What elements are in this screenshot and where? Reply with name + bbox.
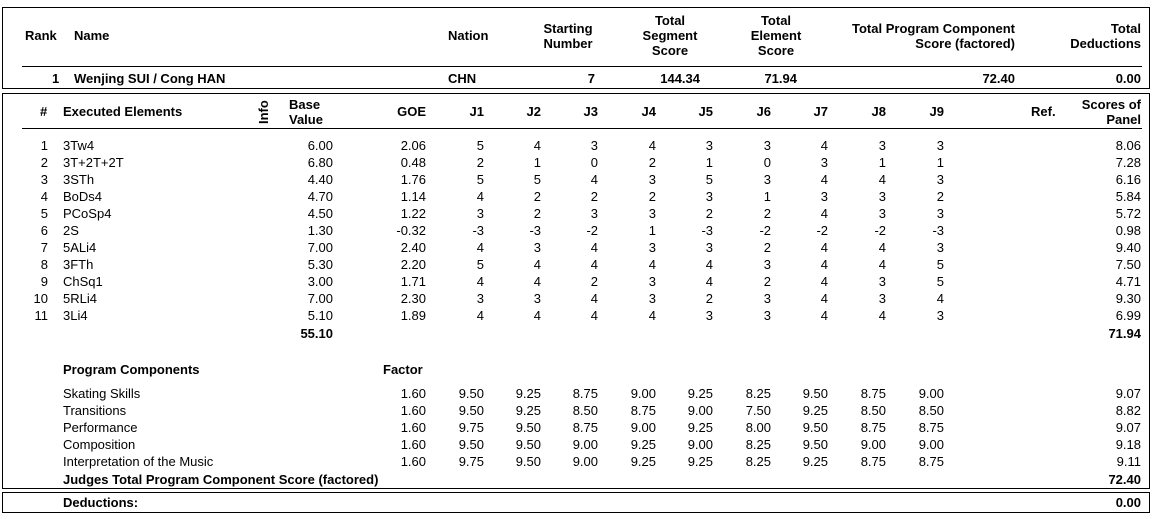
component-judge-score: 8.75: [860, 386, 886, 401]
component-factor: 1.60: [400, 403, 426, 418]
element-num: 4: [40, 189, 48, 204]
details-header-divider: [22, 128, 1142, 129]
component-judge-score: 8.50: [918, 403, 944, 418]
element-base-value: 3.00: [307, 274, 333, 289]
element-judge-score: 3: [763, 172, 771, 187]
element-judge-score: 1: [878, 155, 886, 170]
element-goe: 2.20: [400, 257, 426, 272]
element-panel-score: 7.28: [1115, 155, 1141, 170]
skater-pcs: 72.40: [982, 71, 1015, 86]
element-goe: -0.32: [396, 223, 426, 238]
element-base-value: 5.10: [307, 308, 333, 323]
judge-header: J7: [813, 104, 828, 119]
element-judge-score: 1: [936, 155, 944, 170]
component-judge-score: 9.50: [515, 420, 541, 435]
component-judge-score: 9.25: [687, 386, 713, 401]
judge-header: J4: [641, 104, 656, 119]
component-judge-score: 9.75: [458, 454, 484, 469]
element-panel-score: 6.99: [1115, 308, 1141, 323]
skater-tes: 71.94: [764, 71, 797, 86]
element-judge-score: 4: [820, 274, 828, 289]
element-judge-score: 3: [878, 138, 886, 153]
element-num: 5: [40, 206, 48, 221]
component-judge-score: 9.25: [802, 454, 828, 469]
element-judge-score: 3: [648, 206, 656, 221]
element-base-value: 6.00: [307, 138, 333, 153]
element-judge-score: 4: [878, 172, 886, 187]
component-name: Transitions: [63, 403, 127, 418]
element-base-value: 4.50: [307, 206, 333, 221]
element-base-value: 4.40: [307, 172, 333, 187]
element-judge-score: 2: [705, 291, 713, 306]
element-panel-score: 5.72: [1115, 206, 1141, 221]
element-judge-score: -2: [586, 223, 598, 238]
element-num: 10: [33, 291, 48, 306]
component-factor: 1.60: [400, 420, 426, 435]
element-base-value: 1.30: [307, 223, 333, 238]
element-judge-score: 5: [705, 172, 713, 187]
element-judge-score: 4: [648, 138, 656, 153]
element-judge-score: 4: [648, 308, 656, 323]
element-name: 3Tw4: [63, 138, 95, 153]
element-judge-score: 3: [476, 206, 484, 221]
element-judge-score: 4: [590, 257, 598, 272]
deductions-label: Deductions:: [63, 495, 139, 510]
element-name: 3FTh: [63, 257, 94, 272]
element-name: 3Li4: [63, 308, 88, 323]
element-judge-score: 3: [936, 172, 944, 187]
element-num: 11: [34, 308, 48, 323]
element-judge-score: 1: [648, 223, 656, 238]
element-goe: 2.06: [400, 138, 426, 153]
total-pcs-header: Total Program Component Score (factored): [852, 21, 1015, 51]
element-panel-score: 5.84: [1115, 189, 1141, 204]
element-panel-score: 9.40: [1115, 240, 1141, 255]
element-panel-score: 6.16: [1115, 172, 1141, 187]
element-name: 2S: [63, 223, 79, 238]
element-judge-score: 3: [648, 291, 656, 306]
component-factor: 1.60: [400, 386, 426, 401]
judges-total-pcs-value: 72.40: [1108, 472, 1141, 487]
element-judge-score: 4: [533, 308, 541, 323]
element-num: 8: [40, 257, 48, 272]
element-judge-score: -3: [932, 223, 944, 238]
component-judge-score: 9.50: [802, 420, 828, 435]
element-judge-score: 4: [648, 257, 656, 272]
component-judge-score: 8.25: [745, 437, 771, 452]
element-name: 5RLi4: [63, 291, 97, 306]
element-judge-score: 4: [476, 240, 484, 255]
component-panel-score: 9.07: [1115, 386, 1141, 401]
base-value-total: 55.10: [300, 326, 333, 341]
element-judge-score: 4: [476, 274, 484, 289]
component-judge-score: 9.25: [802, 403, 828, 418]
element-judge-score: 2: [533, 206, 541, 221]
element-judge-score: 5: [533, 172, 541, 187]
component-judge-score: 9.00: [687, 437, 713, 452]
component-judge-score: 8.50: [860, 403, 886, 418]
skater-nation: CHN: [448, 71, 477, 86]
element-panel-score: 4.71: [1115, 274, 1141, 289]
element-judge-score: 3: [648, 240, 656, 255]
element-judge-score: 5: [476, 172, 484, 187]
component-judge-score: 9.00: [918, 437, 944, 452]
element-judge-score: 3: [936, 138, 944, 153]
component-judge-score: 9.75: [458, 420, 484, 435]
element-judge-score: 2: [590, 274, 598, 289]
element-judge-score: 3: [878, 274, 886, 289]
component-factor: 1.60: [400, 437, 426, 452]
rank-header: Rank: [25, 28, 57, 43]
element-goe: 2.40: [400, 240, 426, 255]
summary-divider: [22, 66, 1142, 67]
deductions-box: [2, 492, 1150, 513]
element-judge-score: 4: [820, 138, 828, 153]
element-num: 6: [40, 223, 48, 238]
element-judge-score: 3: [878, 291, 886, 306]
component-judge-score: 9.00: [572, 437, 598, 452]
judge-header: J8: [871, 104, 886, 119]
element-judge-score: 4: [533, 257, 541, 272]
element-judge-score: 4: [590, 291, 598, 306]
element-judge-score: 3: [705, 308, 713, 323]
element-judge-score: 1: [533, 155, 541, 170]
program-components-header: Program Components: [63, 362, 200, 377]
element-judge-score: 4: [820, 240, 828, 255]
component-judge-score: 7.50: [745, 403, 771, 418]
component-judge-score: 9.50: [802, 386, 828, 401]
judge-header: J6: [756, 104, 771, 119]
judge-header: J5: [698, 104, 713, 119]
element-judge-score: 3: [936, 206, 944, 221]
component-judge-score: 9.25: [687, 420, 713, 435]
component-judge-score: 9.50: [515, 437, 541, 452]
component-judge-score: 9.00: [918, 386, 944, 401]
total-element-score-header: Total Element Score: [750, 13, 802, 58]
element-judge-score: 3: [820, 189, 828, 204]
element-judge-score: 4: [533, 138, 541, 153]
component-panel-score: 9.18: [1115, 437, 1141, 452]
element-judge-score: 4: [936, 291, 944, 306]
element-panel-score: 7.50: [1115, 257, 1141, 272]
element-judge-score: 2: [936, 189, 944, 204]
element-judge-score: 2: [590, 189, 598, 204]
skater-rank: 1: [52, 71, 60, 86]
element-judge-score: 5: [936, 274, 944, 289]
element-base-value: 7.00: [307, 291, 333, 306]
element-judge-score: 4: [820, 308, 828, 323]
element-judge-score: 4: [590, 308, 598, 323]
judge-header: J1: [469, 104, 484, 119]
element-judge-score: 4: [590, 172, 598, 187]
element-judge-score: 4: [476, 189, 484, 204]
element-judge-score: 3: [533, 291, 541, 306]
element-judge-score: 3: [533, 240, 541, 255]
element-judge-score: 0: [590, 155, 598, 170]
element-judge-score: 4: [878, 240, 886, 255]
element-judge-score: 0: [763, 155, 771, 170]
element-judge-score: 3: [590, 206, 598, 221]
element-base-value: 6.80: [307, 155, 333, 170]
judge-header: J9: [929, 104, 944, 119]
element-judge-score: 4: [820, 206, 828, 221]
deductions-value: 0.00: [1115, 495, 1141, 510]
element-judge-score: 2: [476, 155, 484, 170]
element-num: 1: [40, 138, 48, 153]
element-judge-score: 3: [878, 189, 886, 204]
element-num: 9: [40, 274, 48, 289]
element-judge-score: 5: [476, 257, 484, 272]
element-goe: 1.71: [400, 274, 426, 289]
element-judge-score: 4: [820, 257, 828, 272]
element-judge-score: 3: [705, 138, 713, 153]
component-panel-score: 8.82: [1115, 403, 1141, 418]
component-judge-score: 8.25: [745, 386, 771, 401]
element-panel-score: 8.06: [1115, 138, 1141, 153]
skater-starting-number: 7: [587, 71, 595, 86]
component-judge-score: 8.25: [745, 454, 771, 469]
element-goe: 1.76: [400, 172, 426, 187]
component-name: Composition: [63, 437, 136, 452]
component-judge-score: 9.25: [687, 454, 713, 469]
element-judge-score: 1: [763, 189, 771, 204]
element-goe: 2.30: [400, 291, 426, 306]
element-judge-score: 5: [936, 257, 944, 272]
element-judge-score: 4: [533, 274, 541, 289]
element-judge-score: 4: [820, 172, 828, 187]
component-judge-score: 9.50: [515, 454, 541, 469]
component-judge-score: 9.50: [458, 437, 484, 452]
element-judge-score: 4: [878, 308, 886, 323]
element-judge-score: 3: [705, 240, 713, 255]
component-judge-score: 8.75: [572, 420, 598, 435]
element-judge-score: 3: [936, 240, 944, 255]
info-header: Info: [256, 100, 271, 124]
element-judge-score: -2: [874, 223, 886, 238]
component-panel-score: 9.07: [1115, 420, 1141, 435]
component-judge-score: 9.50: [458, 403, 484, 418]
component-judge-score: 9.50: [802, 437, 828, 452]
element-goe: 0.48: [400, 155, 426, 170]
element-base-value: 7.00: [307, 240, 333, 255]
judges-total-pcs-label: Judges Total Program Component Score (factored): [63, 472, 379, 487]
element-judge-score: 3: [476, 291, 484, 306]
element-panel-score: 0.98: [1115, 223, 1141, 238]
skater-tss: 144.34: [660, 71, 700, 86]
component-judge-score: 8.75: [630, 403, 656, 418]
judge-header: J3: [583, 104, 598, 119]
elements-panel-total: 71.94: [1108, 326, 1141, 341]
component-judge-score: 8.75: [918, 454, 944, 469]
element-judge-score: 4: [476, 308, 484, 323]
element-name: 5ALi4: [63, 240, 97, 255]
element-judge-score: 2: [648, 189, 656, 204]
element-num: 3: [40, 172, 48, 187]
component-judge-score: 8.75: [860, 454, 886, 469]
component-judge-score: 9.00: [572, 454, 598, 469]
component-judge-score: 9.00: [860, 437, 886, 452]
component-judge-score: 9.00: [630, 386, 656, 401]
ref-header: Ref.: [1031, 104, 1056, 119]
total-deductions-header: Total Deductions: [1070, 21, 1141, 51]
element-judge-score: 2: [763, 240, 771, 255]
element-judge-score: 3: [763, 308, 771, 323]
name-header: Name: [74, 28, 110, 43]
element-goe: 1.22: [400, 206, 426, 221]
element-num-header: #: [40, 104, 48, 119]
element-name: 3STh: [63, 172, 95, 187]
component-factor: 1.60: [400, 454, 426, 469]
component-judge-score: 8.75: [918, 420, 944, 435]
component-name: Performance: [63, 420, 138, 435]
element-judge-score: 3: [936, 308, 944, 323]
component-name: Interpretation of the Music: [63, 454, 214, 469]
component-judge-score: 8.00: [745, 420, 771, 435]
element-num: 2: [40, 155, 48, 170]
element-judge-score: 1: [705, 155, 713, 170]
component-panel-score: 9.11: [1116, 454, 1141, 469]
element-judge-score: -2: [816, 223, 828, 238]
element-num: 7: [40, 240, 48, 255]
starting-number-header: Starting Number: [543, 21, 593, 51]
element-judge-score: 3: [763, 257, 771, 272]
element-judge-score: 2: [763, 206, 771, 221]
element-name: 3T+2T+2T: [63, 155, 124, 170]
element-judge-score: -2: [759, 223, 771, 238]
panel-header: Scores of Panel: [1081, 97, 1141, 127]
skater-name: Wenjing SUI / Cong HAN: [74, 71, 226, 86]
judge-header: J2: [526, 104, 541, 119]
element-judge-score: 3: [590, 138, 598, 153]
element-base-value: 4.70: [307, 189, 333, 204]
element-judge-score: -3: [472, 223, 484, 238]
nation-header: Nation: [448, 28, 489, 43]
element-base-value: 5.30: [307, 257, 333, 272]
element-name: ChSq1: [63, 274, 103, 289]
element-judge-score: 3: [648, 274, 656, 289]
component-judge-score: 8.75: [572, 386, 598, 401]
component-judge-score: 9.50: [458, 386, 484, 401]
component-judge-score: 9.00: [687, 403, 713, 418]
element-judge-score: 2: [763, 274, 771, 289]
element-name: PCoSp4: [63, 206, 112, 221]
element-judge-score: 4: [590, 240, 598, 255]
element-judge-score: 2: [648, 155, 656, 170]
element-judge-score: -3: [701, 223, 713, 238]
element-name: BoDs4: [63, 189, 103, 204]
element-judge-score: 4: [820, 291, 828, 306]
element-goe: 1.14: [400, 189, 426, 204]
skater-deductions: 0.00: [1115, 71, 1141, 86]
element-judge-score: 2: [705, 206, 713, 221]
element-judge-score: 3: [820, 155, 828, 170]
component-judge-score: 8.75: [860, 420, 886, 435]
component-judge-score: 9.25: [515, 403, 541, 418]
element-judge-score: 4: [878, 257, 886, 272]
base-value-header: Base Value: [289, 97, 323, 127]
element-judge-score: 2: [533, 189, 541, 204]
component-judge-score: 9.25: [515, 386, 541, 401]
component-judge-score: 9.25: [630, 437, 656, 452]
element-judge-score: 5: [476, 138, 484, 153]
element-judge-score: 4: [705, 257, 713, 272]
element-judge-score: 3: [705, 189, 713, 204]
total-segment-score-header: Total Segment Score: [642, 13, 698, 58]
element-judge-score: 3: [648, 172, 656, 187]
element-goe: 1.89: [400, 308, 426, 323]
goe-header: GOE: [397, 104, 426, 119]
element-judge-score: 4: [705, 274, 713, 289]
component-judge-score: 8.50: [572, 403, 598, 418]
element-judge-score: -3: [529, 223, 541, 238]
element-judge-score: 3: [763, 291, 771, 306]
component-judge-score: 9.25: [630, 454, 656, 469]
element-judge-score: 3: [878, 206, 886, 221]
component-judge-score: 9.00: [630, 420, 656, 435]
executed-elements-header: Executed Elements: [63, 104, 183, 119]
component-name: Skating Skills: [63, 386, 141, 401]
factor-header: Factor: [383, 362, 423, 377]
element-panel-score: 9.30: [1115, 291, 1141, 306]
element-judge-score: 3: [763, 138, 771, 153]
